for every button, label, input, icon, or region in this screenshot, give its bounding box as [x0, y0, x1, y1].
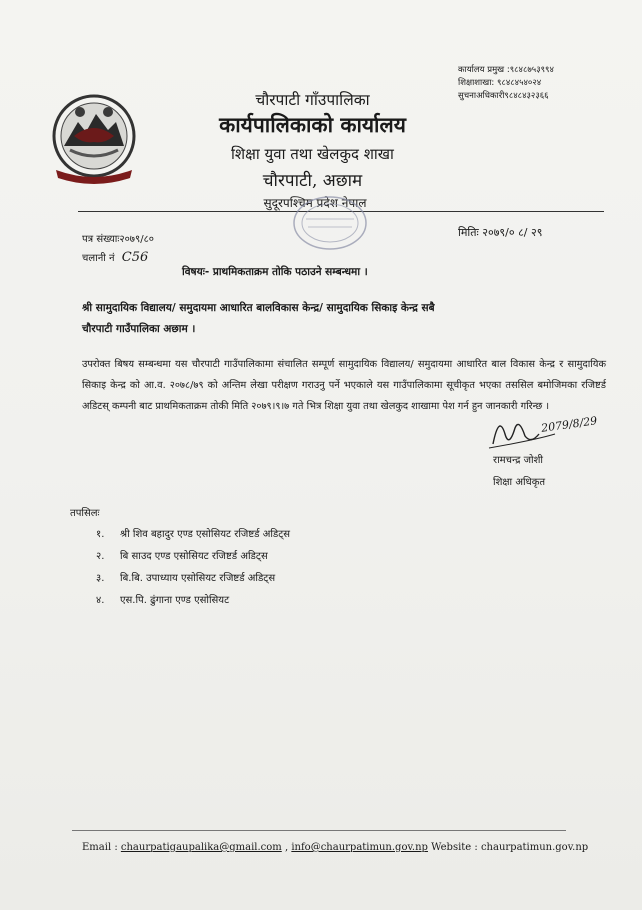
auditor-list: [96, 524, 290, 612]
auditor-name: बि.बि. उपाध्याय एसोसियट रजिष्टर्ड अडिट्स: [120, 573, 276, 584]
list-number: २.: [96, 551, 105, 562]
list-number: १.: [96, 529, 105, 540]
letter-subject: विषयः- प्राथमिकताक्रम तोकि पठाउने सम्बन्धमा ।: [182, 266, 368, 278]
list-number: ४.: [96, 595, 105, 606]
province-name: सुदूरपश्चिम प्रदेश नेपाल: [263, 196, 367, 210]
list-item: [96, 568, 290, 590]
recipient: [82, 298, 552, 340]
contact-line: शिक्षाशाखा: ९८४८४५४०२४: [458, 78, 542, 88]
contact-line: कार्यालय प्रमुख :९८४८७५३९९४: [458, 65, 554, 75]
website-link[interactable]: chaurpatimun.gov.np: [480, 842, 589, 853]
website-label: Website :: [431, 842, 481, 853]
email-link-secondary[interactable]: info@chaurpatimun.gov.np: [291, 842, 428, 853]
tapasil-label: तपसिलः: [70, 508, 100, 519]
email-label: Email :: [82, 842, 121, 853]
email-separator: ,: [284, 842, 292, 853]
signatory-title: शिक्षा अधिकृत: [493, 477, 546, 488]
list-item: [96, 590, 290, 612]
signature-date: 2079/8/29: [540, 414, 599, 435]
recipient-line: चौरपाटी गाउँपालिका अछाम ।: [82, 323, 196, 335]
letter-date: मितिः २०७९/० ८/ २९: [458, 226, 543, 239]
section-name: शिक्षा युवा तथा खेलकुद शाखा: [231, 145, 394, 163]
dispatch-value: C56: [121, 250, 149, 265]
auditor-name: श्री शिव बहादुर एण्ड एसोसियट रजिष्टर्ड अडिट्स: [120, 529, 291, 540]
municipality-name: चौरपाटी गाँउपालिका: [255, 91, 370, 109]
office-location: चौरपाटी, अछाम: [262, 171, 363, 191]
footer-divider: [72, 830, 566, 831]
dispatch-number: [82, 250, 148, 265]
contact-line: सुचनाअधिकारी९८४८४३२३६६: [458, 91, 549, 101]
footer: [82, 842, 588, 853]
list-number: ३.: [96, 573, 105, 584]
auditor-name: बि साउद एण्ड एसोसियट रजिष्टर्ड अडिट्स: [120, 551, 268, 562]
recipient-line: श्री सामुदायिक विद्यालय/ समुदायमा आधारित बालविकास केन्द्र/ सामुदायिक सिकाइ केन्द्र सबै: [82, 302, 435, 314]
signature: [485, 404, 599, 452]
office-stamp-icon: [290, 193, 370, 253]
list-item: [96, 546, 290, 568]
contact-numbers: [458, 64, 554, 103]
reference-number: पत्र संख्याः२०७९/८०: [82, 234, 154, 245]
nepal-emblem-icon: [50, 92, 138, 184]
letter-body: उपरोक्त बिषय सम्बन्धमा यस चौरपाटी गाउँपालिकामा संचालित सम्पूर्ण सामुदायिक विद्यालय/ समुदायमा आधारित बाल विकास केन्द्र र सामुदायिक सिकाइ केन्द्र को आ.व. २०७८/७९ को अन्तिम लेखा परीक्षण गराउनु पर्ने भएकाले यस गाउँपालिकामा सूचीकृत भएका तससिल बमोजिमका रजिष्टर्ड अडिटस् कम्पनी बाट प्राथमिकताक्रम तोकी मिति २०७९।९।७ गते भित्र शिक्षा युवा तथा खेलकुद शाखामा पेश गर्न हुन जानकारी गरिन्छ ।: [82, 359, 606, 412]
dispatch-label: चलानी नं: [82, 253, 115, 264]
auditor-name: एस.पि. ढुंगाना एण्ड एसोसियट: [120, 595, 230, 606]
email-link-primary[interactable]: chaurpatigaupalika@gmail.com: [120, 842, 282, 853]
signatory-name: रामचन्द्र जोशी: [493, 455, 543, 466]
office-title: कार्यपालिकाको कार्यालय: [219, 112, 406, 137]
list-item: [96, 524, 290, 546]
